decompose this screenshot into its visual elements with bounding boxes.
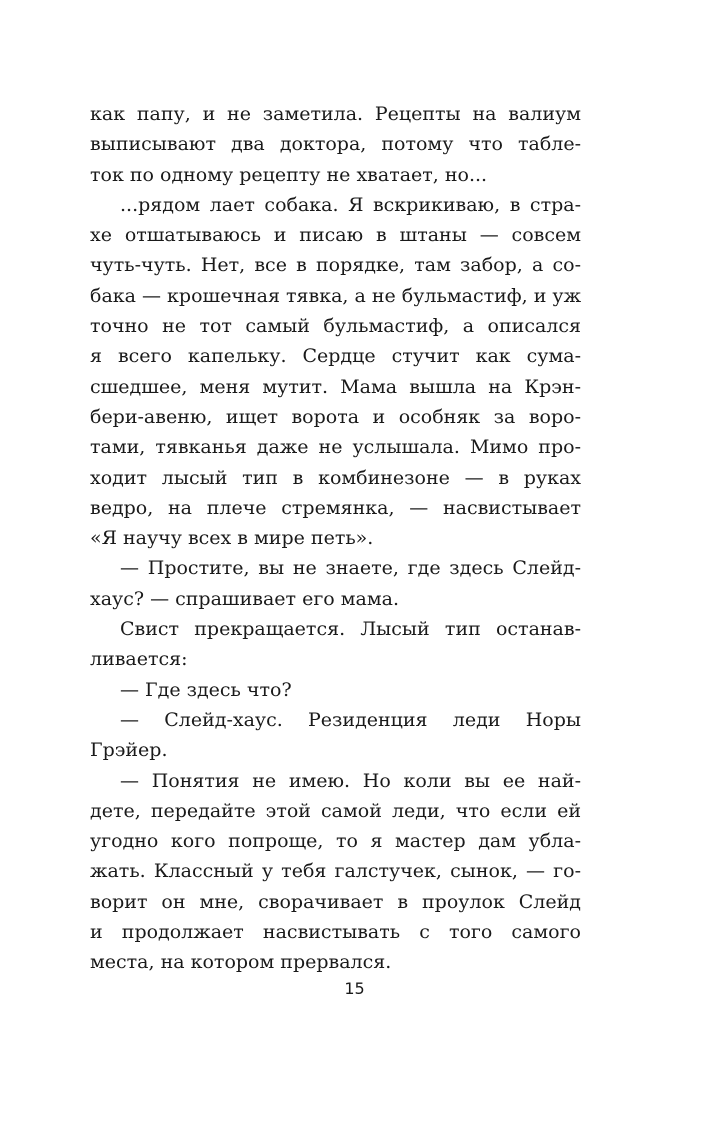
text-line: — Простите, вы не знаете, где здесь Слейд- — [120, 557, 581, 580]
text-line: дете, передайте этой самой леди, что если ей — [90, 799, 581, 822]
text-line: ворит он мне, сворачивает в проулок Слейд — [90, 890, 581, 913]
text-line: бака — крошечная тявка, а не бульмастиф, и уж — [90, 284, 582, 307]
text-line: угодно кого попроще, то я мастер дам ублa- — [90, 830, 581, 853]
text-line: чуть-чуть. Нет, все в порядке, там забор, а со- — [90, 254, 581, 277]
body-text — [90, 99, 581, 978]
text-line: бери-авеню, ищет ворота и особняк за воро- — [90, 405, 581, 428]
text-line: сшедшее, меня мутит. Мама вышла на Крэн- — [90, 375, 581, 398]
text-line: точно не тот самый бульмастиф, а описался — [90, 315, 581, 338]
text-line: — Слейд-хаус. Резиденция леди Норы — [120, 708, 581, 731]
text-line: жать. Классный у тебя галстучек, сынок, — го- — [90, 860, 581, 883]
text-line: я всего капельку. Сердце стучит как сума- — [90, 345, 581, 368]
text-line: как папу, и не заметила. Рецепты на валиум — [90, 103, 581, 125]
text-line: ...рядом лает собака. Я вскрикиваю, в стра- — [120, 193, 581, 216]
text-line: ток по одному рецепту не хватает, но... — [90, 163, 488, 186]
text-line: и продолжает насвистывать с того самого — [90, 921, 581, 944]
text-line: — Понятия не имею. Но коли вы ее най- — [120, 769, 581, 792]
text-line: хаус? — спрашивает его мама. — [90, 587, 400, 610]
text-line: тами, тявканья даже не услышала. Мимо про- — [90, 436, 581, 459]
text-line: Свист прекращается. Лысый тип останав- — [120, 618, 581, 641]
page-number: 15 — [344, 979, 365, 998]
text-line: «Я научу всех в мире петь». — [90, 527, 374, 550]
text-line: Грэйер. — [90, 739, 168, 762]
text-line: ведро, на плече стремянка, — насвистывает — [90, 496, 581, 519]
text-line: ходит лысый тип в комбинезоне — в руках — [90, 466, 581, 489]
text-line: ливается: — [90, 648, 188, 671]
text-line: места, на котором прервался. — [90, 951, 392, 974]
text-line: — Где здесь что? — [120, 678, 292, 701]
text-line: выписывают два доктора, потому что табле- — [90, 133, 581, 156]
text-line: хе отшатываюсь и писаю в штаны — совсем — [90, 224, 581, 247]
